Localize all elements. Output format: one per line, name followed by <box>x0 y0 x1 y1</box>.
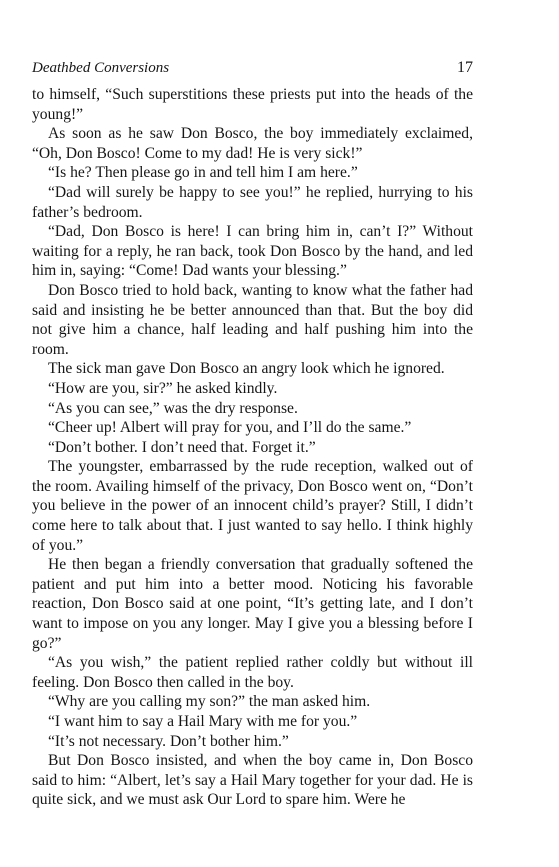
paragraph: “How are you, sir?” he asked kindly. <box>48 379 278 397</box>
paragraph: “I want him to say a Hail Mary with me for you.” <box>48 713 358 730</box>
paragraph: But Don Bosco insisted, and when the boy came in, Don Bosco said to him: “Albert, let’s say a Hail Mary together for your dad. He is quite sick, and we must ask Our Lord to spare him. Were he <box>32 752 473 809</box>
paragraph: “Cheer up! Albert will pray for you, and I’ll do the same.” <box>48 419 412 437</box>
paragraph: He then began a friendly conversation that gradually softened the patient and put him into a better mood. Noticing his favorable reaction, Don Bosco said at one point, “It’s getting late, and I don’t want to impose on you any longer. May I give you a blessing before I go?” <box>32 556 473 652</box>
paragraph: As soon as he saw Don Bosco, the boy immediately exclaimed, “Oh, Don Bosco! Come to my dad! He is very sick!” <box>32 125 473 162</box>
book-page <box>32 59 473 810</box>
paragraph: to himself, “Such superstitions these priests put into the heads of the young!” <box>32 86 473 123</box>
paragraph: Don Bosco tried to hold back, wanting to know what the father had said and insisting he be better announced than that. But the boy did not give him a chance, half leading and half pushing him into the room. <box>32 281 473 358</box>
paragraph: “Dad will surely be happy to see you!” he replied, hurrying to his father’s bedroom. <box>32 183 473 221</box>
paragraph: The sick man gave Don Bosco an angry look which he ignored. <box>48 360 445 378</box>
paragraph: “Why are you calling my son?” the man asked him. <box>48 693 371 711</box>
body-text <box>32 85 473 810</box>
running-header <box>32 59 473 81</box>
paragraph: “Dad, Don Bosco is here! I can bring him in, can’t I?” Without waiting for a reply, he ran back, took Don Bosco by the hand, and led him in, saying: “Come! Dad wants your blessing.” <box>32 223 473 280</box>
paragraph: “Is he? Then please go in and tell him I am here.” <box>48 164 358 182</box>
paragraph: “Don’t bother. I don’t need that. Forget it.” <box>48 438 316 456</box>
page-number: 17 <box>457 59 473 76</box>
paragraph: The youngster, embarrassed by the rude reception, walked out of the room. Availing himself of the privacy, Don Bosco went on, “Don’t you believe in the power of an innocent child’s prayer? Still, I didn’t come here to talk about that. I just wanted to say hello. I think highly of you.” <box>32 458 473 554</box>
paragraph: “It’s not necessary. Don’t bother him.” <box>48 732 289 750</box>
paragraph: “As you can see,” was the dry response. <box>48 399 298 417</box>
running-title: Deathbed Conversions <box>32 60 170 76</box>
paragraph: “As you wish,” the patient replied rather coldly but without ill feeling. Don Bosco then called in the boy. <box>32 654 473 691</box>
